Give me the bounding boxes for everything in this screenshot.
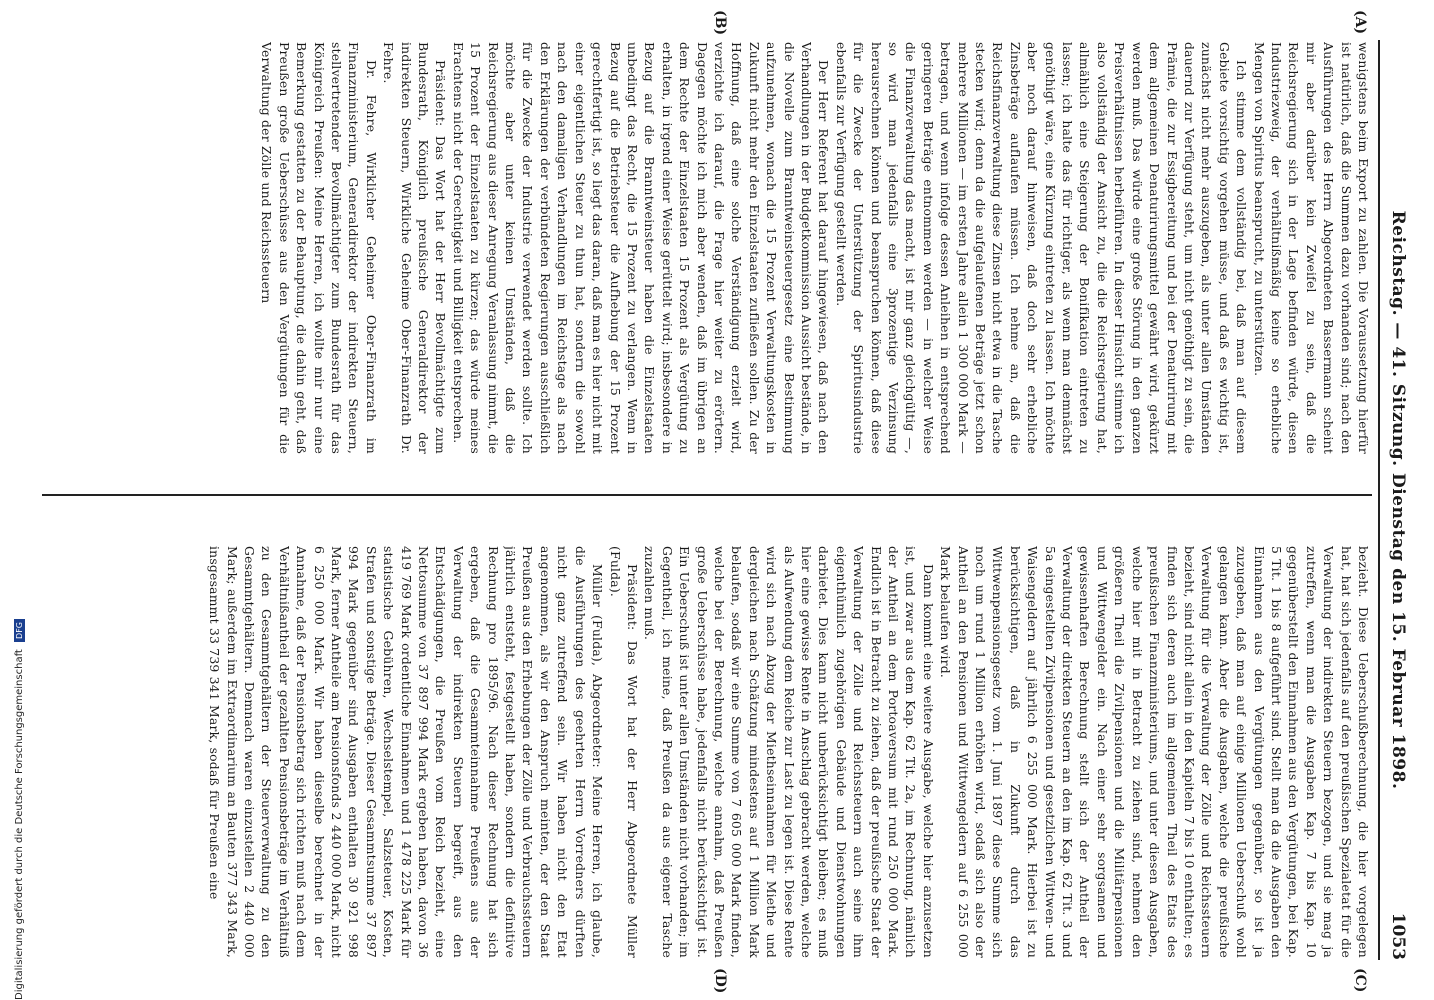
margin-marker-b: (B): [712, 10, 728, 36]
page-header: [1378, 40, 1414, 960]
right-column: [42, 546, 1372, 958]
margin-marker-c: (C): [1352, 968, 1368, 993]
header-title: Reichstag. — 41. Sitzung. Dienstag den 15. Februar 1898.: [1388, 210, 1408, 790]
speaker-paragraph: Präsident: Das Wort hat der Herr Bevollmächtigte zum Bundesrath, Königlich preußische Generaldirektor der indirekten Steuern, Wirkliche Geheime Ober-Finanzrath Dr. Fehre.: [381, 42, 449, 454]
digitization-credit: [14, 619, 25, 1000]
paragraph: Dann kommt eine weitere Ausgabe, welche hier anzusetzen ist, und zwar aus dem Kap. 62 Tit. 2a, im Rechnung, nämlich der Antheil an dem Portoaversum mit rund 250 000 Mark. Endlich ist in Betracht zu ziehen, daß der preußische Staat der Verwaltung der Zölle und Reichssteuern auch seine ihm eigenthümlich zugehörigen Gebäude und Dienstwohnungen darbietet. Dies kann nicht unberücksichtigt bleiben; es muß hier eine gewisse Rente in Anschlag gebracht werden, welche als Aufwendung dem Reiche zur Last zu legen ist. Diese Rente wird sich nach Abzug der Miethseinnahmen für Miethe und dergleichen nach Schätzung mindestens auf 1 Million Mark belaufen, sodaß wir eine Summe von 7 605 000 Mark finden, welche bei der Berechnung, welche annahm, daß Preußen große Ueberschüsse habe, jedenfalls nicht berücksichtigt ist. Ein Ueberschuß ist unter allen Umständen nicht vorhanden; im Gegentheil, ich meine, daß Preußen da aus eigener Tasche zuzahlen muß.: [642, 546, 936, 958]
speaker-paragraph: Dr. Fehre, Wirklicher Geheimer Ober-Finanzrath im Finanzministerium, Generaldirektor der indirekten Steuern, stellvertretender Bevollmächtigter zum Bundesrath für das Königreich Preußen: Meine Herren, ich wollte mir nur eine Bemerkung gestatten zu der Behauptung, die dahin geht, daß Preußen große Ueberschüsse aus den Vergütungen für die Verwaltung der Zölle und Reichssteuern: [259, 42, 379, 454]
page-number: 1053: [1388, 912, 1408, 960]
paragraph: Ich stimme dem vollständig bei, daß man auf diesem Gebiete vorsichtig vorgehen müsse, und daß es wichtig ist, zunächst nicht mehr auszugeben, als unter allen Umständen dauernd zur Verfügung steht, um nicht genöthigt zu sein, die Prämie, die zur Essigbereitung und bei der Denaturirung mit dem allgemeinen Denaturirungsmittel gewährt wird, gekürzt werden muß. Das würde eine große Störung in den ganzen Preisverhältnissen herbeiführen. In dieser Hinsicht stimme ich also vollständig der Ansicht zu, die die Reichsregierung hat, allmählich eine Steigerung der Bonifikation eintreten zu lassen; ich halte das für richtiger, als wenn man demnächst genöthigt wäre, eine Kürzung eintreten zu lassen. Ich möchte aber noch darauf hinweisen, daß doch sehr erhebliche Zinsbeträge auflaufen müssen. Ich nehme an, daß die Reichsfinanzverwaltung diese Zinsen nicht etwa in die Tasche stecken wird; denn da die aufgelaufenen Beträge jetzt schon mehrere Millionen — im ersten Jahre allein 1 300 000 Mark — betragen, und wenn infolge dessen Anleihen in entsprechend geringeren Beträge entnommen werden — in welcher Weise die Finanzverwaltung das macht, ist mir ganz gleichgültig —, so wird man jedenfalls eine 3prozentige Verzinsung herausrechnen können und beanspruchen können, daß diese für die Zwecke der Unterstützung der Spiritusindustrie ebenfalls zur Verfügung gestellt werden.: [833, 42, 1250, 454]
speaker-paragraph: Müller (Fulda), Abgeordneter: Meine Herren, ich glaube, die Ausführungen des geehrten Herrn Vorredners dürften nicht ganz zutreffend sein. Wir haben nicht den Etat angenommen, als wir den Anspruch meinten, der den Staat Preußen aus den Erhebungen der Zölle und Verbrauchssteuern jährlich entsteht, festgestellt haben, sondern die definitive Rechnung pro 1895/96. Nach dieser Rechnung hat sich ergeben, daß die Gesammteinnahme Preußens aus der Verwaltung der indirekten Steuern begreift, aus den Entschädigungen, die Preußen vom Reich bezieht, eine Nettosumme von 37 897 994 Mark ergeben haben, davon 36 419 769 Mark ordentliche Einnahmen und 1 478 225 Mark für statistische Gebühren, Wechselstempel, Salzsteuer, Kosten, Strafen und sonstige Beträge. Dieser Gesammtsumme 37 897 994 Mark gegenüber sind Ausgaben enthalten 30 921 998 Mark, ferner Antheile am Pensionsfonds 2 440 000 Mark, nicht 6 250 000 Mark. Wir haben dieselbe berechnet in der Annahme, daß der Pensionsbetrag sich richten muß nach dem Verhältnißantheil der gezahlten Pensionsbeträge im Verhältniß zu den Gesammtgehältern der Steuerverwaltung zu den Gesammtgehältern. Demnach waren einzustellen 2 440 000 Mark; außerdem im Extraordinarium an Bauten 377 343 Mark, insgesammt 33 739 341 Mark, sodaß für Preußen eine: [207, 546, 606, 958]
credit-text: Digitalisierung gefördert durch die Deutsche Forschungsgemeinschaft: [14, 649, 25, 1000]
margin-marker-a: (A): [1352, 10, 1368, 35]
column-divider: [42, 494, 1372, 496]
paragraph: wenigstens beim Export zu zahlen. Die Voraussetzung hierfür ist natürlich, daß die Summen dazu vorhanden sind; nach den Ausführungen des Herrn Abgeordneten Bassermann scheint mir aber darüber kein Zweifel zu sein, daß die Reichsregierung sich in der Lage befinden würde, diesen Industriezweig, der verhältnißmäßig keine so erhebliche Mengen von Spiritus beansprucht, zu unterstützen.: [1251, 42, 1371, 454]
dfg-logo: DFG: [14, 619, 25, 642]
paragraph: Der Herr Referent hat darauf hingewiesen, daß nach den Verhandlungen in der Budgetkommission Aussicht bestände, in die Novelle zum Branntweinsteuergesetz eine Bestimmung aufzunehmen, wonach die 15 Prozent Verwaltungskosten in Zukunft nicht mehr den Einzelstaaten zufließen sollen. Zu der Hoffnung, daß eine solche Verständigung erzielt wird, verzichte ich darauf, die Frage hier weiter zu erörtern. Dagegen möchte ich mich aber wenden, daß im übrigen an dem Rechte der Einzelstaaten 15 Prozent als Vergütung zu erhalten, in irgend einer Weise gerüttelt wird; insbesondere in Bezug auf die Branntweinsteuer haben die Einzelstaaten unbedingt das Recht, die 15 Prozent zu verlangen. Wenn in Bezug auf die Betriebsteuer die Aufhebung der 15 Prozent gerechtfertigt ist, so liegt das daran, daß man es hier nicht mit einer eigentlichen Steuer zu thun hat, sondern die sowohl nach den damaligen Verhandlungen im Reichstage als nach den Erklärungen der verbündeten Regierungen ausschließlich für die Zwecke der Industrie verwendet werden sollte. Ich möchte aber unter keinen Umständen, daß die Reichsregierung aus dieser Anregung Veranlassung nimmt, die 15 Prozent der Einzelstaaten zu kürzen; das würde meines Erachtens nicht der Gerechtigkeit und Billigkeit entsprechen.: [450, 42, 832, 454]
paragraph: bezieht. Diese Ueberschußberechnung, die hier vorgelegen hat, hat sich jedenfalls auf den preußischen Spezialetat für die Verwaltung der indirekten Steuern bezogen, und sie mag ja zutreffen, wenn man die Ausgaben Kap. 7 bis Kap. 10 gegenüberstellt den Einnahmen aus den Vergütungen, bei Kap. 5 Tit. 1 bis 8 aufgeführt sind. Stellt man da die Ausgaben den Einnahmen aus den Vergütungen gegenüber, so ist ja zuzugeben, daß man auf einige Millionen Ueberschuß wohl gelangen kann. Aber die Ausgaben, welche die preußische Verwaltung für die Verwaltung der Zölle und Reichssteuern bezieht, sind nicht allein in den Kapiteln 7 bis 10 enthalten; es finden sich deren auch im allgemeinen Theil des Etats des preußischen Finanzministeriums, und unter diesen Ausgaben, welche hier mit in Betracht zu ziehen sind, nehmen den größeren Theil die Zivilpensionen und die Militärpensionen und Wittwengelder ein. Nach einer sehr sorgsamen und gewissenhaften Berechnung stellt sich der Antheil der Verwaltung der direkten Steuern an den im Kap. 62 Tit. 3 und 5a eingestellten Zivilpensionen und gesetzlichen Wittwen- und Waisengeldern auf jährlich 6 255 000 Mark. Hierbei ist zu berücksichtigen, daß in Zukunft durch das Wittwenpensionsgesetz vom 1. Juni 1897 diese Summe sich noch um rund 1 Million erhöhen wird, sodaß sich also der Antheil an den Pensionen und Wittwengeldern auf 6 255 000 Mark belaufen wird.: [938, 546, 1371, 958]
left-column: [42, 42, 1372, 454]
margin-marker-d: (D): [712, 968, 728, 994]
speaker-paragraph: Präsident: Das Wort hat der Herr Abgeordnete Müller (Fulda).: [607, 546, 640, 958]
